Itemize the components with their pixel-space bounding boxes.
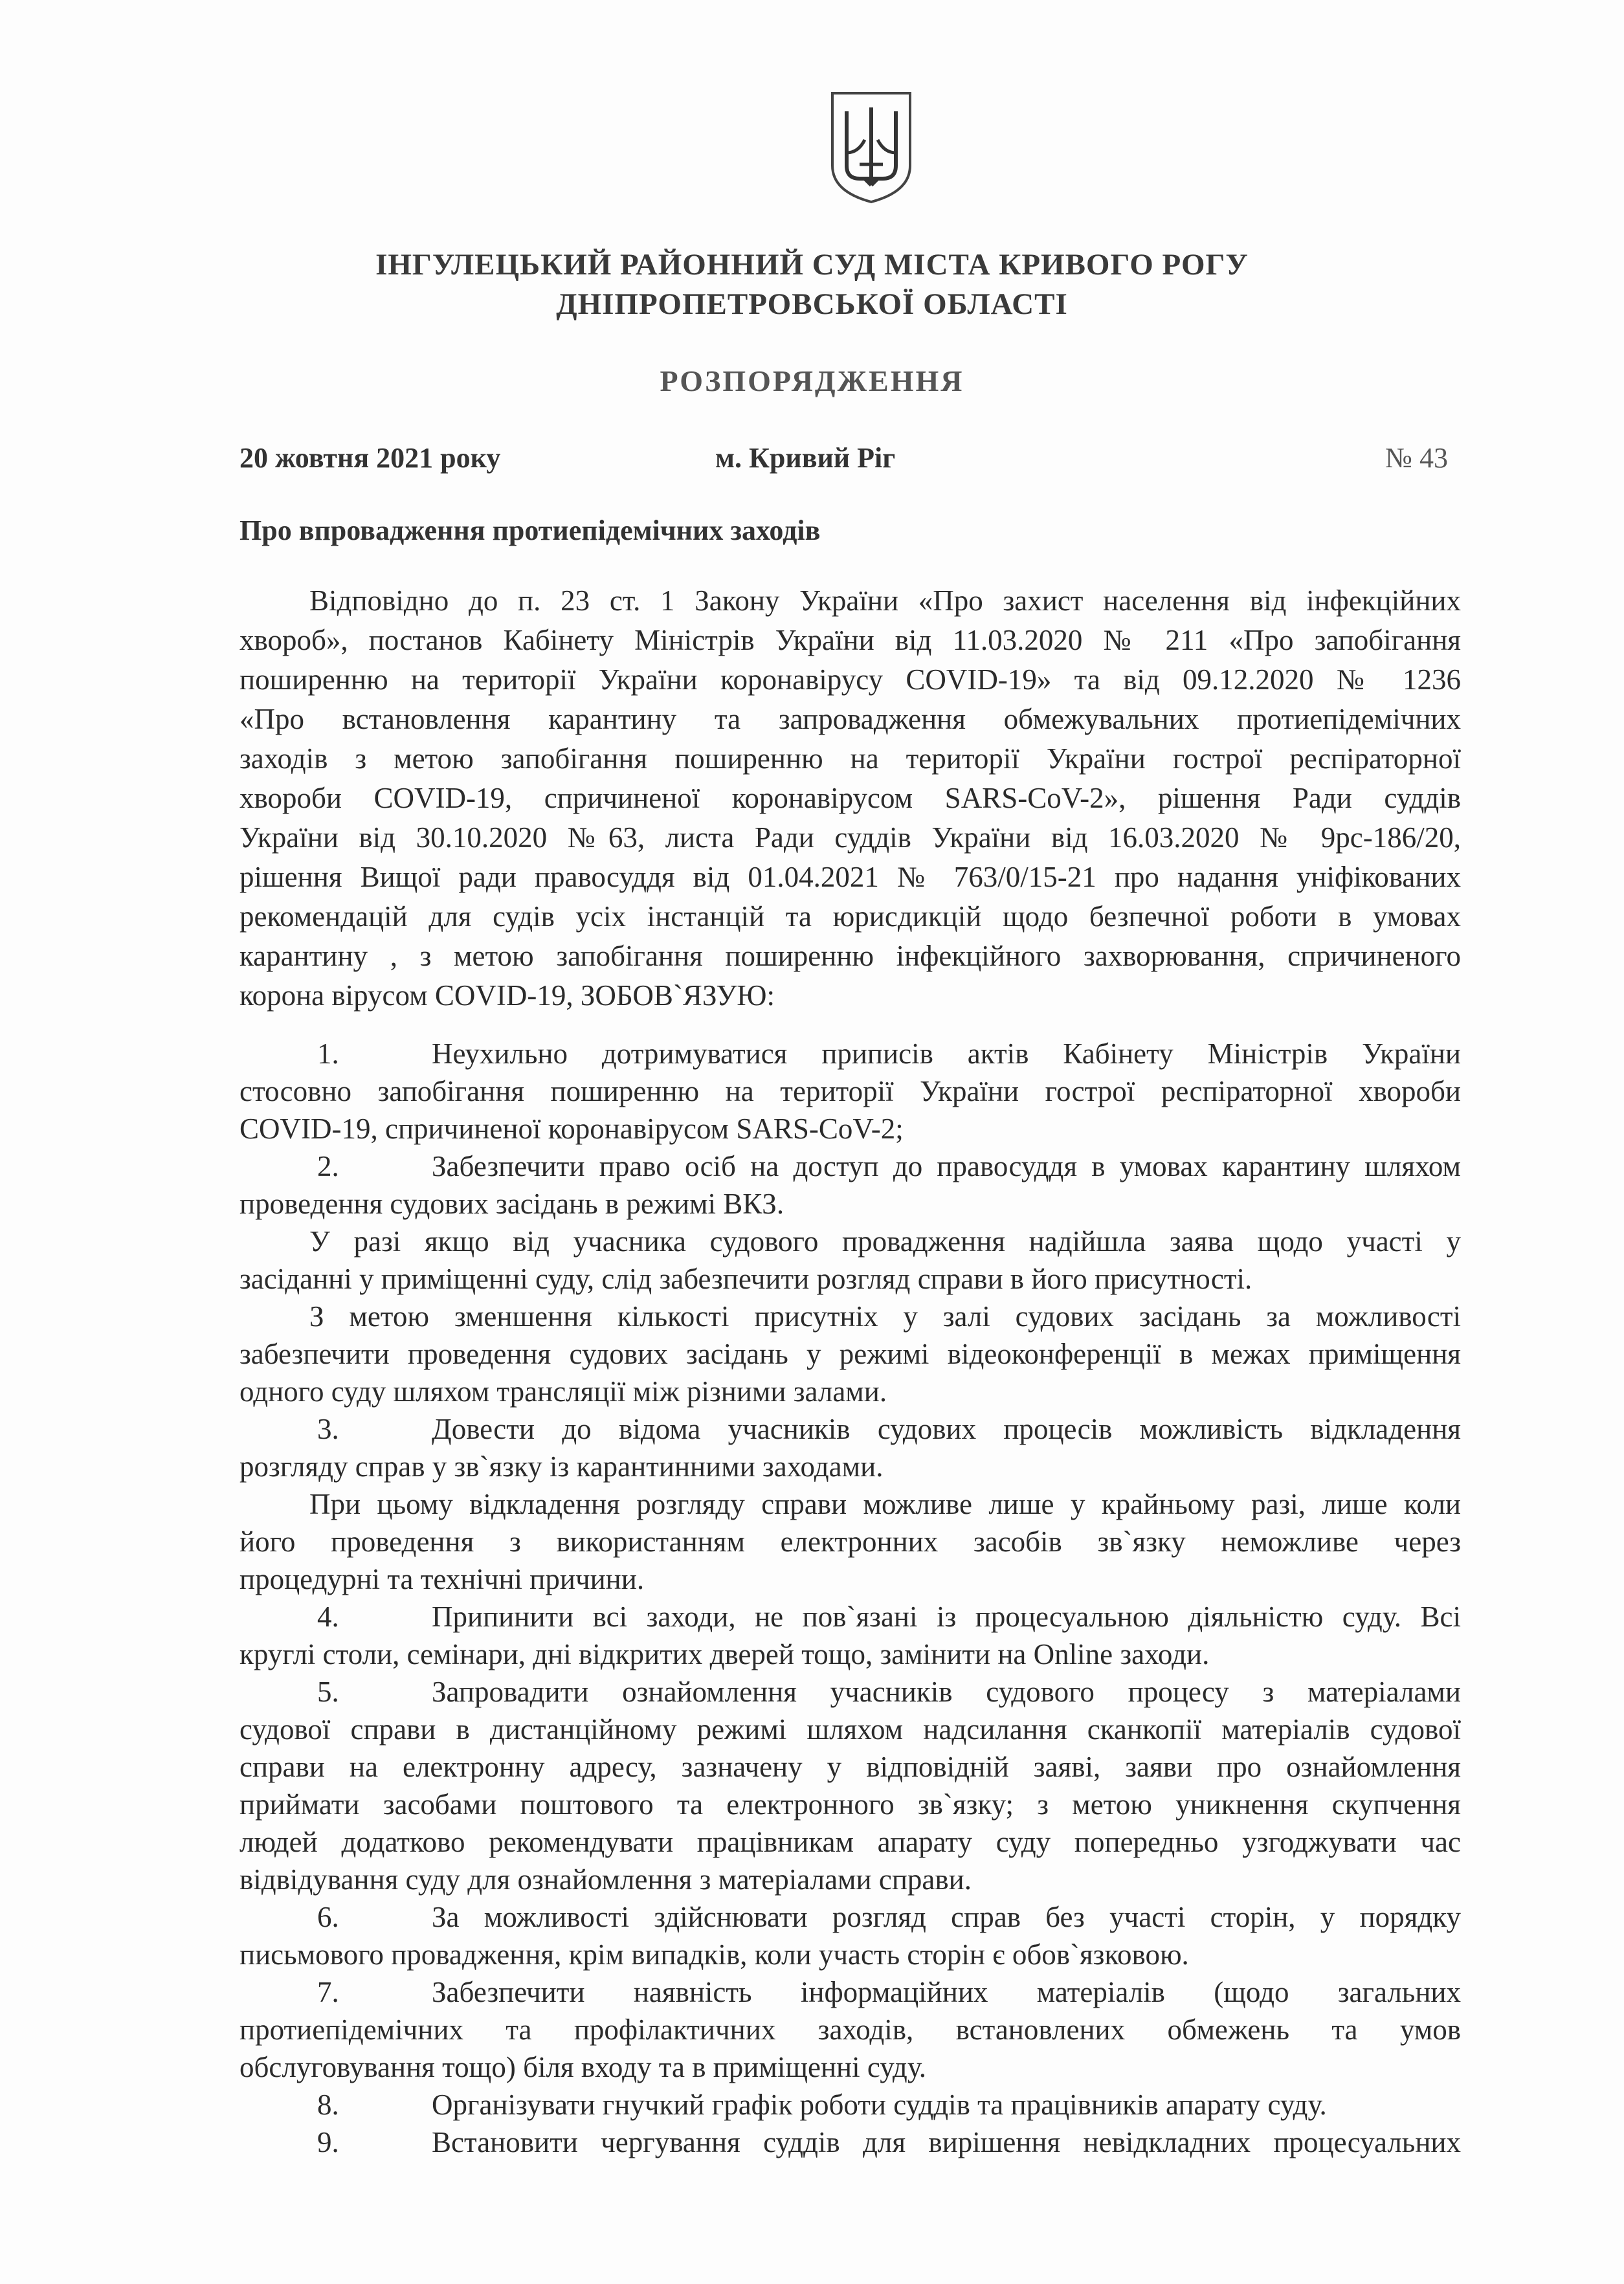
- line-text: Забезпечити право осіб на доступ до правосуддя в умовах карантину шляхом: [432, 1150, 1461, 1182]
- numbered-item: [239, 2123, 1461, 2161]
- line-text: круглі столи, семінари, дні відкритих дверей тощо, замінити на Online заходи.: [239, 1638, 1210, 1670]
- item-number: 2.: [317, 1150, 339, 1182]
- text-line: [239, 1635, 1461, 1673]
- line-text: Забезпечити наявність інформаційних матеріалів (щодо загальних: [432, 1976, 1461, 2008]
- line-text: людей додатково рекомендувати працівникам апарату суду попередньо узгоджувати час: [239, 1826, 1461, 1858]
- line-text: письмового провадження, крім випадків, коли участь сторін є обов`язковою.: [239, 1938, 1189, 1971]
- text-line: [239, 1973, 1461, 2011]
- text-line: [239, 1335, 1461, 1373]
- text-line: [239, 897, 1461, 937]
- line-text: забезпечити проведення судових засідань у режимі відеоконференції в межах приміщення: [239, 1338, 1461, 1370]
- text-line: [239, 700, 1461, 739]
- court-region: ДНІПРОПЕТРОВСЬКОЇ ОБЛАСТІ: [556, 287, 1068, 321]
- text-line: [239, 1223, 1461, 1260]
- text-line: [239, 1485, 1461, 1523]
- text-line: [239, 1110, 1461, 1148]
- trident-emblem-icon: [827, 88, 915, 205]
- text-line: [239, 1711, 1461, 1748]
- line-text: заходів з метою запобігання поширенню на території України гострої респіраторної: [239, 742, 1461, 775]
- text-line: [239, 1410, 1461, 1448]
- item-number: 9.: [317, 2126, 339, 2158]
- item-number: 8.: [317, 2089, 339, 2121]
- numbered-item: [239, 1973, 1461, 2086]
- text-line: [239, 1748, 1461, 1786]
- text-line: [239, 1936, 1461, 1973]
- text-line: [239, 1861, 1461, 1898]
- numbered-item: [239, 1898, 1461, 1973]
- line-text: Запровадити ознайомлення учасників судового процесу з матеріалами: [432, 1676, 1461, 1708]
- item-number: 4.: [317, 1601, 339, 1633]
- numbered-item: [239, 1673, 1461, 1898]
- line-text: процедурні та технічні причини.: [239, 1563, 645, 1595]
- paragraph-gap: [239, 1015, 1461, 1035]
- numbered-item: [239, 2086, 1461, 2123]
- line-text: одного суду шляхом трансляції між різними залами.: [239, 1375, 887, 1408]
- line-text: поширенню на території України коронавірусу COVID-19» та від 09.12.2020 № 1236: [239, 663, 1461, 696]
- text-line: [239, 660, 1461, 700]
- line-text: хвороб», постанов Кабінету Міністрів України від 11.03.2020 № 211 «Про запобігання: [239, 624, 1461, 656]
- line-text: судової справи в дистанційному режимі шляхом надсилання сканкопії матеріалів судової: [239, 1713, 1461, 1746]
- text-line: [239, 858, 1461, 897]
- document-subject: Про впровадження протиепідемічних заходів: [239, 515, 821, 546]
- line-text: Довести до відома учасників судових процесів можливість відкладення: [432, 1413, 1461, 1445]
- line-text: За можливості здійснювати розгляд справ без участі сторін, у порядку: [432, 1901, 1461, 1933]
- text-line: [239, 1598, 1461, 1635]
- line-text: приймати засобами поштового та електронного зв`язку; з метою уникнення скупчення: [239, 1788, 1461, 1821]
- paragraph: [239, 1485, 1461, 1598]
- line-text: обслуговування тощо) біля входу та в приміщенні суду.: [239, 2051, 927, 2083]
- line-text: З метою зменшення кількості присутніх у залі судових засідань за можливості: [309, 1300, 1461, 1333]
- item-number: 7.: [317, 1976, 339, 2008]
- line-text: протиепідемічних та профілактичних заходів, встановлених обмежень та умов: [239, 2013, 1461, 2046]
- text-line: [239, 1260, 1461, 1298]
- item-number: 6.: [317, 1901, 339, 1933]
- paragraph: [239, 1223, 1461, 1298]
- line-text: проведення судових засідань в режимі ВКЗ.: [239, 1188, 784, 1220]
- line-text: Неухильно дотримуватися приписів актів Кабінету Міністрів України: [432, 1037, 1461, 1070]
- line-text: відвідування суду для ознайомлення з матеріалами справи.: [239, 1863, 972, 1896]
- text-line: [239, 1373, 1461, 1410]
- line-text: карантину , з метою запобігання поширенню інфекційного захворювання, спричиненого: [239, 940, 1461, 972]
- paragraph: [239, 1298, 1461, 1410]
- line-text: розгляду справ у зв`язку із карантинними заходами.: [239, 1450, 884, 1483]
- text-line: [239, 1298, 1461, 1335]
- line-text: COVID-19, спричиненої коронавірусом SARS-CoV-2;: [239, 1113, 904, 1145]
- line-text: У разі якщо від учасника судового провадження надійшла заява щодо участі у: [309, 1225, 1461, 1258]
- line-text: хвороби COVID-19, спричиненої коронавірусом SARS-CoV-2», рішення Ради суддів: [239, 782, 1461, 814]
- text-line: [239, 976, 1461, 1015]
- text-line: [239, 1786, 1461, 1823]
- line-text: Встановити чергування суддів для вирішення невідкладних процесуальних: [432, 2126, 1461, 2158]
- text-line: [239, 779, 1461, 818]
- numbered-item: [239, 1148, 1461, 1223]
- item-number: 5.: [317, 1676, 339, 1708]
- text-line: [239, 1560, 1461, 1598]
- text-line: [239, 2011, 1461, 2048]
- document-type: РОЗПОРЯДЖЕННЯ: [660, 364, 964, 397]
- line-text: «Про встановлення карантину та запровадження обмежувальних протиепідемічних: [239, 703, 1461, 735]
- text-line: [239, 2048, 1461, 2086]
- document-date: 20 жовтня 2021 року: [239, 442, 501, 474]
- line-text: Організувати гнучкий графік роботи суддів та працівників апарату суду.: [432, 2089, 1327, 2121]
- text-line: [239, 2086, 1461, 2123]
- line-text: Відповідно до п. 23 ст. 1 Закону України «Про захист населення від інфекційних: [309, 584, 1461, 617]
- text-line: [239, 818, 1461, 858]
- text-line: [239, 2123, 1461, 2161]
- document-body: [239, 581, 1461, 2161]
- line-text: справи на електронну адресу, зазначену у відповідній заяві, заяви про ознайомлення: [239, 1751, 1461, 1783]
- text-line: [239, 1673, 1461, 1711]
- numbered-item: [239, 1035, 1461, 1148]
- text-line: [239, 1523, 1461, 1560]
- line-text: рішення Вищої ради правосуддя від 01.04.2021 № 763/0/15-21 про надання уніфікованих: [239, 861, 1461, 893]
- line-text: його проведення з використанням електронних засобів зв`язку неможливе через: [239, 1525, 1461, 1558]
- text-line: [239, 581, 1461, 621]
- line-text: Припинити всі заходи, не пов`язані із процесуальною діяльністю суду. Всі: [432, 1601, 1461, 1633]
- text-line: [239, 937, 1461, 976]
- line-text: корона вірусом COVID-19, ЗОБОВ`ЯЗУЮ:: [239, 979, 775, 1012]
- text-line: [239, 1185, 1461, 1223]
- text-line: [239, 1148, 1461, 1185]
- court-name: ІНГУЛЕЦЬКИЙ РАЙОННИЙ СУД МІСТА КРИВОГО РОГУ: [375, 248, 1249, 282]
- item-number: 1.: [317, 1037, 339, 1070]
- numbered-item: [239, 1598, 1461, 1673]
- text-line: [239, 1823, 1461, 1861]
- line-text: стосовно запобігання поширенню на території України гострої респіраторної хвороби: [239, 1075, 1461, 1107]
- numbered-item: [239, 1410, 1461, 1485]
- item-number: 3.: [317, 1413, 339, 1445]
- text-line: [239, 1072, 1461, 1110]
- line-text: засіданні у приміщенні суду, слід забезпечити розгляд справи в його присутності.: [239, 1263, 1252, 1295]
- text-line: [239, 1448, 1461, 1485]
- text-line: [239, 1035, 1461, 1072]
- line-text: рекомендацій для судів усіх інстанцій та юрисдикцій щодо безпечної роботи в умовах: [239, 900, 1461, 933]
- paragraph: [239, 581, 1461, 1015]
- text-line: [239, 621, 1461, 660]
- document-number: № 43: [1385, 442, 1448, 474]
- text-line: [239, 1898, 1461, 1936]
- document-city: м. Кривий Ріг: [715, 442, 896, 474]
- line-text: України від 30.10.2020 №63, листа Ради суддів України від 16.03.2020 № 9рс-186/20,: [239, 821, 1461, 854]
- line-text: При цьому відкладення розгляду справи можливе лише у крайньому разі, лише коли: [309, 1488, 1461, 1520]
- text-line: [239, 739, 1461, 779]
